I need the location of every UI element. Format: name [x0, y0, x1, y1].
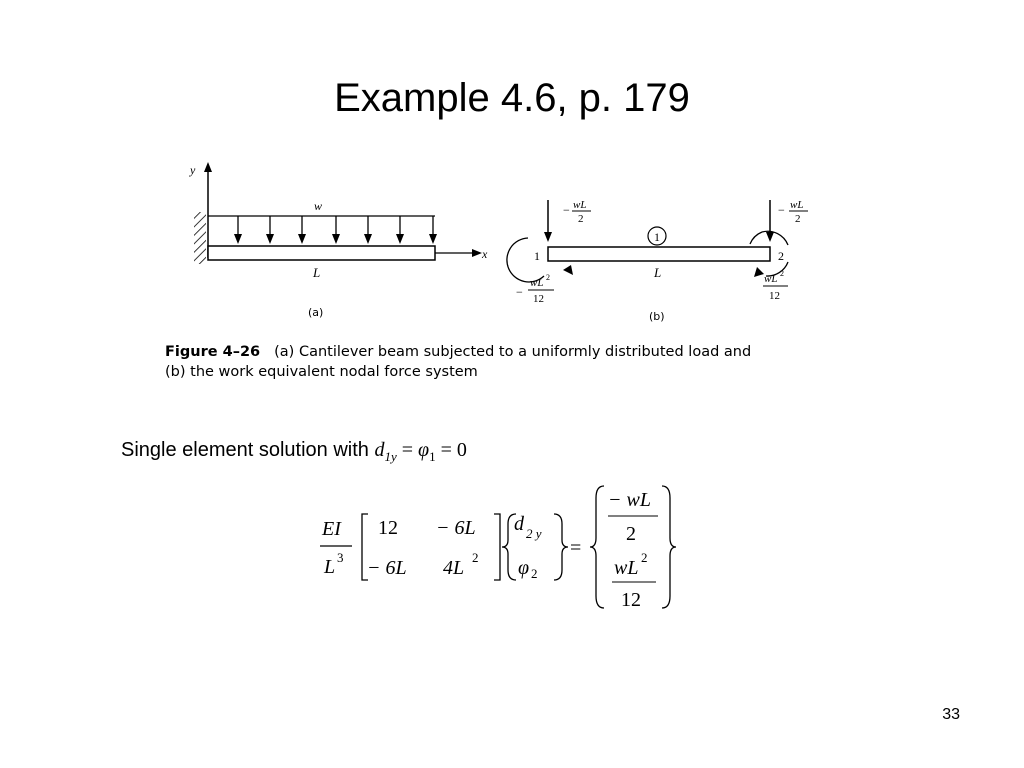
u2-symbol: φ	[518, 557, 530, 579]
y-axis-label: y	[190, 163, 196, 177]
k21: − 6L	[367, 557, 407, 579]
k12: − 6L	[436, 517, 476, 539]
u1-subscript: 2 y	[526, 526, 542, 541]
stiffness-equation	[310, 478, 690, 618]
x-axis-arrowhead	[472, 249, 482, 257]
figure-caption	[165, 342, 825, 382]
node2-force-minus: −	[778, 203, 785, 217]
node2-force-den: 2	[795, 213, 801, 225]
element-label: 1	[654, 230, 660, 244]
node2-moment-arrowhead	[754, 267, 764, 277]
node2-label: 2	[778, 249, 784, 263]
phi-symbol: φ	[418, 439, 430, 461]
force-left-brace	[590, 486, 604, 608]
k22-exp: 2	[472, 550, 479, 565]
f1-numerator: − wL	[608, 489, 651, 511]
distributed-load-arrows	[234, 216, 437, 244]
f2-exp: 2	[641, 550, 648, 565]
phi-subscript: 1	[429, 449, 436, 464]
wall-support	[194, 212, 206, 264]
boundary-condition	[374, 439, 467, 464]
length-label-a: L	[313, 265, 321, 280]
f1-denominator: 2	[626, 523, 636, 545]
f2-denominator: 12	[621, 589, 641, 611]
node2-force-num: wL	[790, 199, 804, 211]
solution-intro	[121, 436, 467, 471]
y-axis-arrowhead	[204, 162, 212, 172]
d-subscript: 1y	[384, 449, 397, 464]
u1-symbol: d	[514, 513, 524, 535]
bc-rhs: = 0	[435, 439, 467, 461]
caption-line-1: (a) Cantilever beam subjected to a uniformly distributed load and	[274, 344, 752, 360]
equation-equals: =	[570, 537, 582, 559]
k22: 4L	[443, 557, 465, 579]
node1-moment-minus: −	[516, 285, 523, 299]
k11: 12	[378, 517, 398, 539]
length-label-b: L	[654, 265, 662, 280]
node2-moment-arc	[762, 231, 788, 245]
figure-number: Figure 4–26	[165, 344, 261, 360]
caption-line-2: (b) the work equivalent nodal force system	[165, 364, 478, 380]
coef-denominator: L	[324, 556, 336, 578]
node1-moment-arrowhead	[563, 265, 573, 275]
intro-text: Single element solution with	[121, 439, 375, 461]
coef-denominator-exp: 3	[337, 550, 344, 565]
node1-moment-den: 12	[533, 293, 544, 305]
f2-numerator: wL	[614, 557, 639, 579]
panel-b-nodal-forces	[507, 199, 808, 323]
beam-element	[548, 247, 770, 261]
cantilever-beam	[208, 246, 435, 260]
u2-subscript: 2	[531, 566, 538, 581]
d-symbol: d	[374, 439, 385, 461]
bc-equals: =	[396, 439, 419, 461]
node1-moment-num: wL	[530, 277, 544, 289]
node1-moment-sup: 2	[546, 273, 550, 282]
vector-right-brace	[554, 514, 568, 580]
x-axis-label: x	[482, 247, 488, 261]
node1-label: 1	[534, 249, 540, 263]
page-number: 33	[942, 706, 960, 723]
load-label: w	[314, 199, 323, 213]
slide-title: Example 4.6, p. 179	[334, 76, 690, 120]
beam-figure	[160, 150, 840, 335]
node2-moment-arc-left	[750, 232, 762, 244]
force-right-brace	[662, 486, 676, 608]
node1-force-den: 2	[578, 213, 584, 225]
node1-force-arrowhead	[544, 232, 552, 242]
panel-a-cantilever	[189, 162, 488, 319]
matrix-right-bracket	[494, 514, 500, 580]
panel-label-b: (b)	[649, 310, 665, 323]
node2-moment-num: wL	[764, 273, 778, 285]
node1-force-num: wL	[573, 199, 587, 211]
node2-moment-sup: 2	[780, 269, 784, 278]
node2-force-arrowhead	[766, 232, 774, 242]
node1-force-minus: −	[563, 203, 570, 217]
panel-label-a: (a)	[308, 306, 324, 319]
node2-moment-den: 12	[769, 290, 780, 302]
coef-numerator: EI	[322, 518, 341, 540]
